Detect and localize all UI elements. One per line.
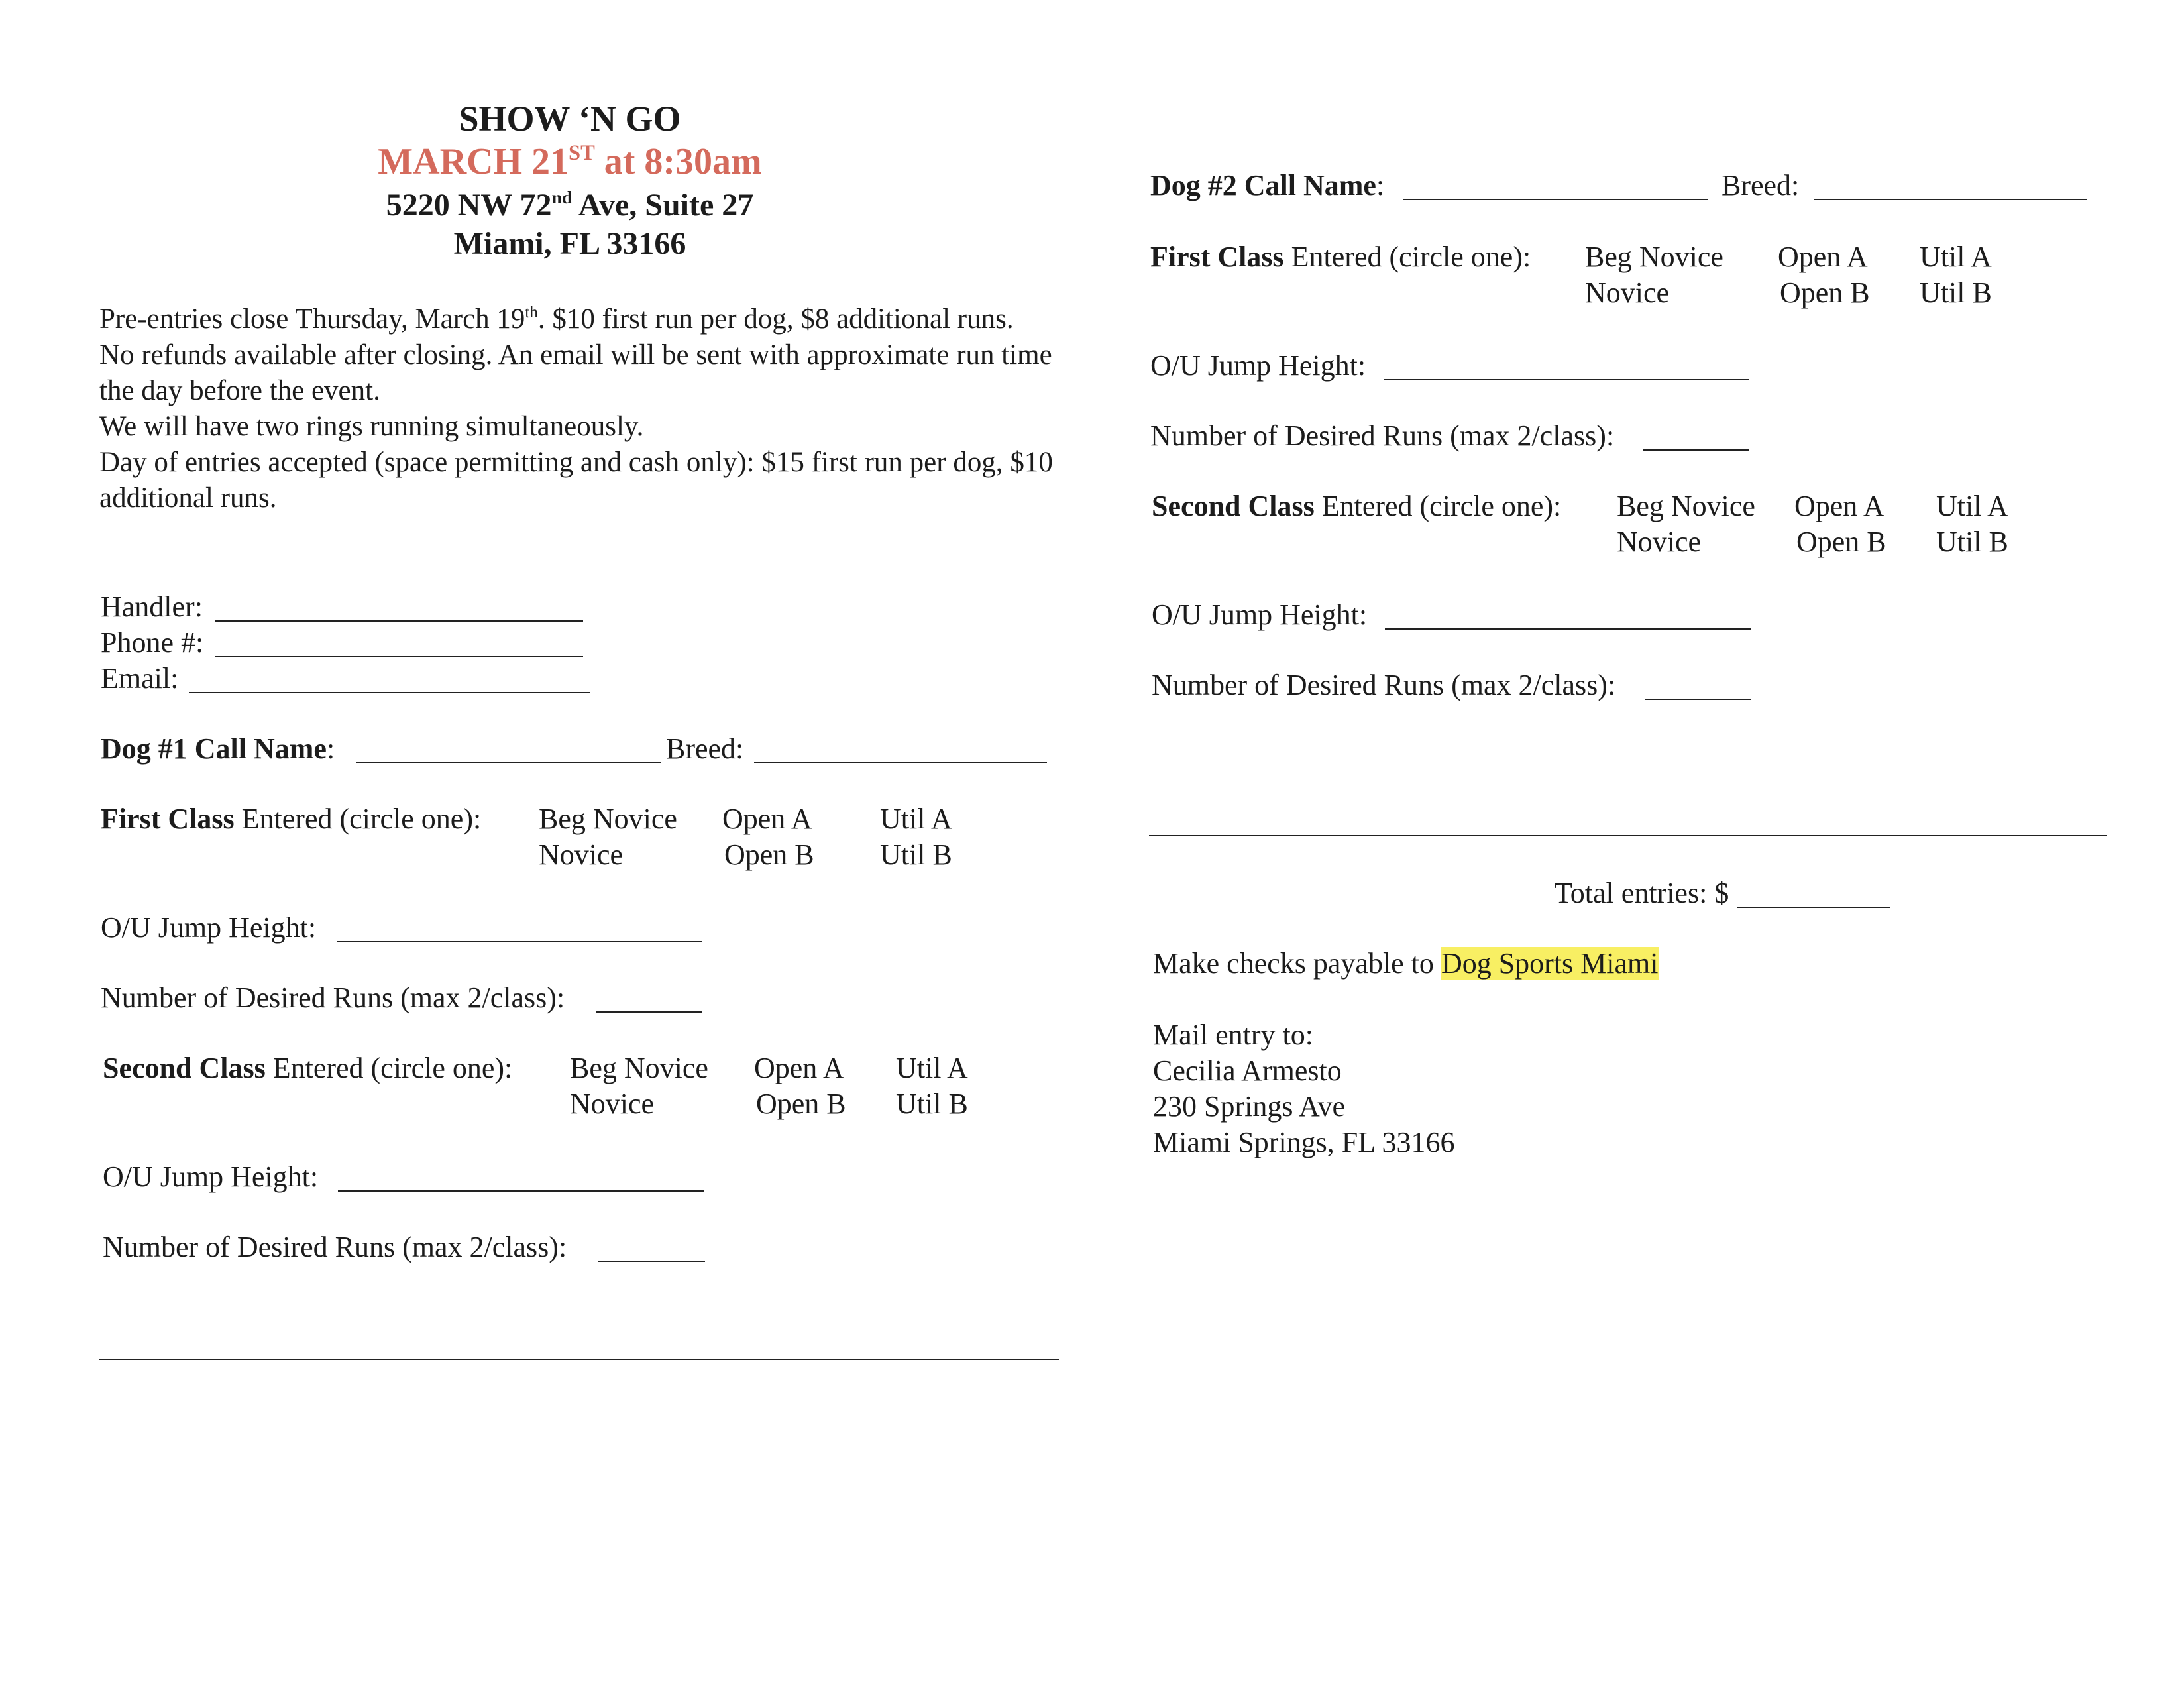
dog2-first-jump-height-label: O/U Jump Height: bbox=[1150, 349, 1366, 382]
refund-info: No refunds available after closing. An email will be sent with approximate run time the day before the event. bbox=[99, 339, 1052, 406]
dog1-breed-label: Breed: bbox=[666, 732, 744, 765]
dog2-first-class-label: First Class Entered (circle one): bbox=[1150, 241, 1531, 273]
dog1-first-util-b-option[interactable]: Util B bbox=[880, 838, 952, 871]
dog1-second-open-a-option[interactable]: Open A bbox=[754, 1052, 844, 1084]
mail-city: Miami Springs, FL 33166 bbox=[1153, 1126, 1455, 1158]
dog1-first-jump-height-field[interactable] bbox=[337, 941, 702, 942]
dog1-second-runs-label: Number of Desired Runs (max 2/class): bbox=[103, 1231, 567, 1263]
handler-label: Handler: bbox=[101, 590, 203, 623]
dog1-section-divider bbox=[99, 1359, 1059, 1360]
event-address: 5220 NW 72nd Ave, Suite 27 bbox=[386, 187, 754, 223]
dog2-second-novice-option[interactable]: Novice bbox=[1617, 526, 1702, 558]
dog1-second-jump-height-field[interactable] bbox=[338, 1190, 704, 1192]
dog2-first-runs-field[interactable] bbox=[1643, 449, 1749, 451]
dog2-first-util-b-option[interactable]: Util B bbox=[1920, 276, 1992, 309]
mail-entry-label: Mail entry to: bbox=[1153, 1019, 1313, 1051]
dog2-first-util-a-option[interactable]: Util A bbox=[1920, 241, 1992, 273]
dog1-call-name-field[interactable] bbox=[356, 762, 661, 763]
dog2-second-runs-label: Number of Desired Runs (max 2/class): bbox=[1152, 669, 1616, 701]
dog1-first-novice-option[interactable]: Novice bbox=[539, 838, 624, 871]
dog2-first-jump-height-field[interactable] bbox=[1384, 379, 1749, 380]
email-field[interactable] bbox=[189, 692, 590, 693]
mail-street: 230 Springs Ave bbox=[1153, 1090, 1346, 1123]
dog2-second-class-label: Second Class Entered (circle one): bbox=[1152, 490, 1562, 522]
dog1-second-runs-field[interactable] bbox=[598, 1261, 705, 1262]
event-city: Miami, FL 33166 bbox=[453, 226, 686, 261]
total-entries-label: Total entries: $ bbox=[1555, 877, 1729, 909]
dog2-first-open-b-option[interactable]: Open B bbox=[1780, 276, 1870, 309]
dog1-second-novice-option[interactable]: Novice bbox=[570, 1088, 655, 1120]
dog1-second-class-label: Second Class Entered (circle one): bbox=[103, 1052, 513, 1084]
dog2-second-runs-field[interactable] bbox=[1645, 699, 1751, 700]
dog1-second-open-b-option[interactable]: Open B bbox=[756, 1088, 846, 1120]
rings-info: We will have two rings running simultaneously. bbox=[99, 411, 644, 442]
dog1-second-beg-novice-option[interactable]: Beg Novice bbox=[570, 1052, 708, 1084]
dog2-first-open-a-option[interactable]: Open A bbox=[1778, 241, 1868, 273]
checks-payable: Make checks payable to Dog Sports Miami bbox=[1153, 947, 1659, 980]
dog2-first-novice-option[interactable]: Novice bbox=[1585, 276, 1670, 309]
dog2-second-jump-height-label: O/U Jump Height: bbox=[1152, 598, 1368, 631]
dog2-section-divider bbox=[1149, 835, 2107, 836]
dog1-first-open-a-option[interactable]: Open A bbox=[722, 803, 812, 835]
dog2-second-open-b-option[interactable]: Open B bbox=[1796, 526, 1886, 558]
payee-highlight: Dog Sports Miami bbox=[1441, 947, 1659, 980]
dog1-first-class-label: First Class Entered (circle one): bbox=[101, 803, 482, 835]
dog1-first-runs-field[interactable] bbox=[596, 1011, 702, 1013]
dog1-first-open-b-option[interactable]: Open B bbox=[724, 838, 814, 871]
form-title: SHOW ‘N GO bbox=[459, 99, 681, 139]
dog2-breed-label: Breed: bbox=[1721, 169, 1800, 201]
handler-field[interactable] bbox=[215, 620, 583, 622]
event-date: MARCH 21ST at 8:30am bbox=[378, 140, 762, 182]
dog2-breed-field[interactable] bbox=[1814, 199, 2087, 200]
day-of-info: Day of entries accepted (space permitting and cash only): $15 first run per dog, $10 additional runs. bbox=[99, 447, 1053, 514]
dog1-first-jump-height-label: O/U Jump Height: bbox=[101, 911, 317, 944]
dog1-second-jump-height-label: O/U Jump Height: bbox=[103, 1160, 319, 1193]
dog2-second-jump-height-field[interactable] bbox=[1385, 628, 1751, 630]
dog1-call-name-label: Dog #1 Call Name: bbox=[101, 732, 335, 765]
dog2-call-name-label: Dog #2 Call Name: bbox=[1150, 169, 1385, 201]
dog1-first-runs-label: Number of Desired Runs (max 2/class): bbox=[101, 982, 565, 1014]
dog2-call-name-field[interactable] bbox=[1403, 199, 1708, 200]
dog2-second-beg-novice-option[interactable]: Beg Novice bbox=[1617, 490, 1755, 522]
dog1-first-util-a-option[interactable]: Util A bbox=[880, 803, 952, 835]
entry-information bbox=[99, 302, 1054, 516]
phone-label: Phone #: bbox=[101, 626, 204, 659]
email-label: Email: bbox=[101, 662, 179, 695]
dog2-second-open-a-option[interactable]: Open A bbox=[1794, 490, 1884, 522]
dog1-second-util-a-option[interactable]: Util A bbox=[896, 1052, 968, 1084]
dog2-first-beg-novice-option[interactable]: Beg Novice bbox=[1585, 241, 1723, 273]
dog1-second-util-b-option[interactable]: Util B bbox=[896, 1088, 968, 1120]
dog1-breed-field[interactable] bbox=[754, 762, 1047, 763]
dog2-second-util-b-option[interactable]: Util B bbox=[1936, 526, 2008, 558]
dog2-first-runs-label: Number of Desired Runs (max 2/class): bbox=[1150, 420, 1615, 452]
dog1-first-beg-novice-option[interactable]: Beg Novice bbox=[539, 803, 677, 835]
mail-recipient-name: Cecilia Armesto bbox=[1153, 1054, 1342, 1087]
closing-info: Pre-entries close Thursday, March 19th. $10 first run per dog, $8 additional runs. bbox=[99, 303, 1014, 335]
total-entries-field[interactable] bbox=[1737, 907, 1890, 908]
dog2-second-util-a-option[interactable]: Util A bbox=[1936, 490, 2008, 522]
phone-field[interactable] bbox=[215, 656, 583, 657]
